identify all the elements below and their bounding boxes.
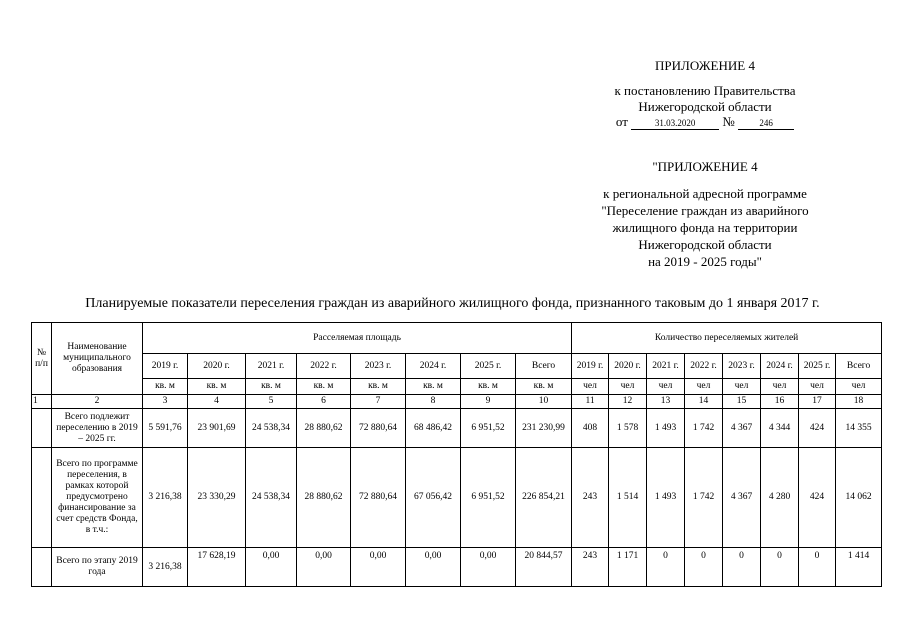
people-cell: 4 280 [761, 448, 799, 548]
unit-cell: чел [836, 379, 882, 395]
col-number: 14 [685, 395, 723, 409]
people-cell: 0 [685, 548, 723, 587]
year-header: 2020 г. [188, 354, 246, 379]
year-header: 2019 г. [143, 354, 188, 379]
people-cell: 1 493 [647, 409, 685, 448]
program-line-5: на 2019 - 2025 годы" [648, 254, 762, 269]
year-header: 2025 г. [461, 354, 516, 379]
table-row [32, 409, 882, 448]
unit-cell: кв. м [516, 379, 572, 395]
column-number-row [32, 395, 882, 409]
area-cell: 6 951,52 [461, 448, 516, 548]
year-header: 2021 г. [647, 354, 685, 379]
unit-cell: кв. м [351, 379, 406, 395]
unit-cell: кв. м [143, 379, 188, 395]
unit-cell: чел [723, 379, 761, 395]
from-label: от [615, 114, 628, 129]
unit-cell: кв. м [246, 379, 297, 395]
resolution-number: 246 [738, 118, 794, 130]
area-cell: 72 880,64 [351, 409, 406, 448]
area-cell: 5 591,76 [143, 409, 188, 448]
unit-cell: чел [647, 379, 685, 395]
year-header: 2023 г. [723, 354, 761, 379]
number-sign: № [722, 114, 735, 129]
unit-cell: кв. м [461, 379, 516, 395]
header-area-group: Расселяемая площадь [143, 323, 572, 354]
people-cell: 243 [572, 448, 609, 548]
col-number: 15 [723, 395, 761, 409]
area-cell: 28 880,62 [297, 409, 351, 448]
area-cell: 24 538,34 [246, 448, 297, 548]
people-cell: 0 [723, 548, 761, 587]
people-cell: 1 414 [836, 548, 882, 587]
area-cell: 17 628,19 [188, 548, 246, 587]
col-number: 10 [516, 395, 572, 409]
people-cell: 14 062 [836, 448, 882, 548]
area-cell: 0,00 [351, 548, 406, 587]
year-header: 2023 г. [351, 354, 406, 379]
col-number: 8 [406, 395, 461, 409]
year-header: 2021 г. [246, 354, 297, 379]
area-cell: 0,00 [461, 548, 516, 587]
year-header: 2024 г. [406, 354, 461, 379]
people-cell: 1 742 [685, 448, 723, 548]
people-cell: 424 [799, 448, 836, 548]
people-cell: 1 742 [685, 409, 723, 448]
header-num: № п/п [32, 323, 52, 395]
col-number: 5 [246, 395, 297, 409]
people-cell: 0 [761, 548, 799, 587]
area-cell: 67 056,42 [406, 448, 461, 548]
year-header: 2020 г. [609, 354, 647, 379]
area-cell: 0,00 [246, 548, 297, 587]
unit-cell: чел [572, 379, 609, 395]
unit-cell: чел [761, 379, 799, 395]
col-number: 4 [188, 395, 246, 409]
area-cell: 6 951,52 [461, 409, 516, 448]
col-number: 7 [351, 395, 406, 409]
resettlement-table [31, 322, 882, 587]
year-header: Всего [836, 354, 882, 379]
row-num [32, 448, 52, 548]
header-municipality: Наименование муниципального образования [52, 323, 143, 395]
document-title: Планируемые показатели переселения граждан из аварийного жилищного фонда, признанного таковым до 1 января 2017 г. [85, 296, 820, 311]
appendix-heading-2: "ПРИЛОЖЕНИЕ 4 [652, 159, 758, 174]
unit-cell: кв. м [188, 379, 246, 395]
col-number: 3 [143, 395, 188, 409]
people-cell: 0 [647, 548, 685, 587]
resolution-line-2: Нижегородской области [638, 99, 772, 114]
area-cell: 23 901,69 [188, 409, 246, 448]
year-header: Всего [516, 354, 572, 379]
appendix-heading: ПРИЛОЖЕНИЕ 4 [655, 58, 755, 73]
unit-cell: кв. м [297, 379, 351, 395]
area-cell: 20 844,57 [516, 548, 572, 587]
people-cell: 243 [572, 548, 609, 587]
unit-cell: чел [685, 379, 723, 395]
people-cell: 4 344 [761, 409, 799, 448]
area-cell: 226 854,21 [516, 448, 572, 548]
col-number: 17 [799, 395, 836, 409]
program-line-1: к региональной адресной программе [603, 186, 807, 201]
col-number: 16 [761, 395, 799, 409]
col-number: 11 [572, 395, 609, 409]
people-cell: 1 171 [609, 548, 647, 587]
program-line-4: Нижегородской области [638, 237, 772, 252]
resolution-line-1: к постановлению Правительства [614, 83, 796, 98]
year-header: 2022 г. [685, 354, 723, 379]
people-cell: 1 514 [609, 448, 647, 548]
area-cell: 231 230,99 [516, 409, 572, 448]
col-number: 9 [461, 395, 516, 409]
area-cell: 0,00 [297, 548, 351, 587]
area-cell: 72 880,64 [351, 448, 406, 548]
program-line-2: "Переселение граждан из аварийного [601, 203, 809, 218]
year-header: 2022 г. [297, 354, 351, 379]
area-cell: 3 216,38 [143, 548, 188, 587]
people-cell: 4 367 [723, 448, 761, 548]
year-header: 2024 г. [761, 354, 799, 379]
row-name: Всего по программе переселения, в рамках которой предусмотрено финансирование за счет средств Фонда, в т.ч.: [52, 448, 143, 548]
unit-cell: кв. м [406, 379, 461, 395]
unit-cell: чел [799, 379, 836, 395]
row-num [32, 409, 52, 448]
row-name: Всего подлежит переселению в 2019 – 2025 гг. [52, 409, 143, 448]
col-number: 18 [836, 395, 882, 409]
area-cell: 28 880,62 [297, 448, 351, 548]
col-number: 1 [32, 395, 52, 409]
col-number: 12 [609, 395, 647, 409]
col-number: 13 [647, 395, 685, 409]
table-row [32, 548, 882, 587]
area-cell: 3 216,38 [143, 448, 188, 548]
row-name: Всего по этапу 2019 года [52, 548, 143, 587]
people-cell: 4 367 [723, 409, 761, 448]
col-number: 6 [297, 395, 351, 409]
people-cell: 424 [799, 409, 836, 448]
resolution-date-line [520, 114, 890, 130]
people-cell: 14 355 [836, 409, 882, 448]
unit-cell: чел [609, 379, 647, 395]
people-cell: 408 [572, 409, 609, 448]
header-people-group: Количество переселяемых жителей [572, 323, 882, 354]
people-cell: 1 578 [609, 409, 647, 448]
area-cell: 68 486,42 [406, 409, 461, 448]
table-row [32, 448, 882, 548]
area-cell: 24 538,34 [246, 409, 297, 448]
year-header: 2019 г. [572, 354, 609, 379]
resolution-date: 31.03.2020 [631, 118, 719, 130]
people-cell: 0 [799, 548, 836, 587]
area-cell: 23 330,29 [188, 448, 246, 548]
area-cell: 0,00 [406, 548, 461, 587]
col-number: 2 [52, 395, 143, 409]
people-cell: 1 493 [647, 448, 685, 548]
program-line-3: жилищного фонда на территории [612, 220, 798, 235]
row-num [32, 548, 52, 587]
year-header: 2025 г. [799, 354, 836, 379]
